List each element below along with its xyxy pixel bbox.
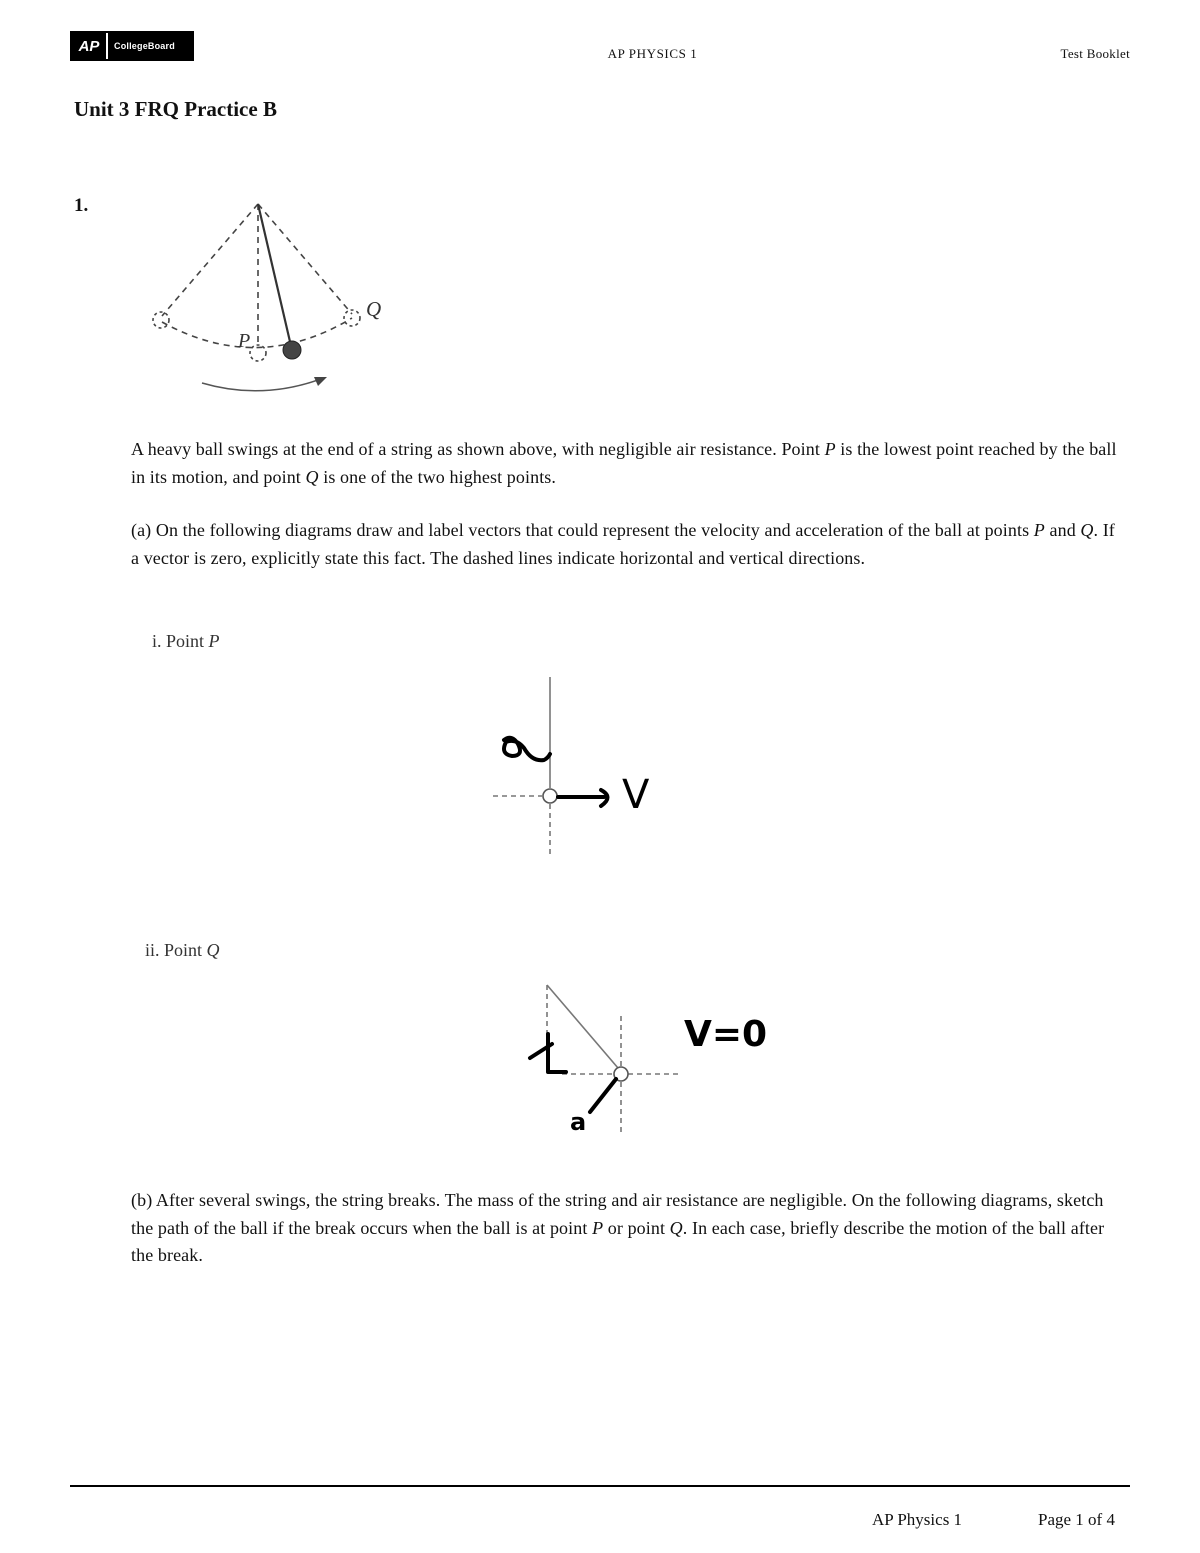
figure-label-q: Q: [366, 297, 382, 321]
footer-course: AP Physics 1: [872, 1510, 963, 1529]
part-a-prompt: (a) On the following diagrams draw and label vectors that could represent the velocity and acceleration of the ball at points P and Q. If a vector is zero, explicitly state this fact. The dashed lines indicate horizontal and vertical directions.: [131, 520, 1115, 568]
handwritten-accel-label-p: a: [482, 751, 484, 753]
handwritten-accel-label-q: a: [570, 1108, 587, 1136]
ap-logo-mark: AP: [72, 33, 108, 59]
header-booklet: Test Booklet: [1060, 46, 1130, 61]
handwritten-perp-mark: ⊥: [0, 0, 1, 1]
page-title: Unit 3 FRQ Practice B: [74, 97, 277, 121]
question-intro: A heavy ball swings at the end of a string as shown above, with negligible air resistance. Point P is the lowest point reached by the ball in its motion, and point Q is one of the two highest points.: [131, 439, 1117, 487]
collegeboard-logo-text: CollegeBoard: [114, 41, 175, 51]
footer-rule: [70, 1485, 1130, 1487]
part-b-prompt: (b) After several swings, the string breaks. The mass of the string and air resistance are negligible. On the following diagrams, sketch the path of the ball if the break occurs when the ball is at point P or point Q. In each case, briefly describe the motion of the ball after the break.: [131, 1190, 1105, 1265]
sub-ii-label: ii. Point Q: [145, 940, 220, 960]
sub-i-label: i. Point P: [152, 631, 220, 651]
handwritten-vel-label-p: V: [622, 772, 650, 818]
question-number: 1.: [74, 195, 89, 216]
footer-page-number: Page 1 of 4: [1038, 1510, 1115, 1529]
figure-label-p: P: [238, 330, 251, 352]
header-course: AP PHYSICS 1: [607, 46, 698, 61]
handwritten-vel-zero-q: V=0: [684, 1014, 768, 1055]
